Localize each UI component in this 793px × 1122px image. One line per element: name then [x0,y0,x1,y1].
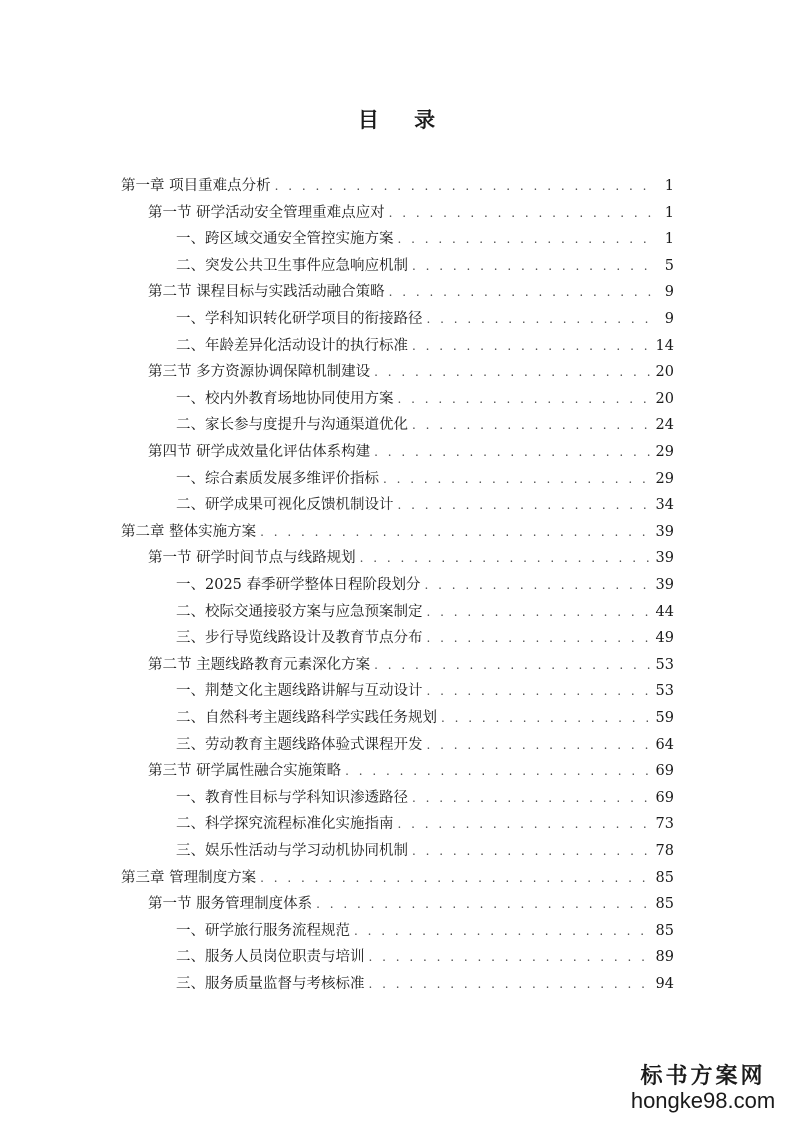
toc-entry-label: 三、服务质量监督与考核标准 [176,976,365,992]
toc-entry-level-3[interactable] [176,336,674,356]
toc-entry-label: 第一节 研学活动安全管理重难点应对 [148,204,385,221]
toc-entry-level-1[interactable] [121,176,674,196]
toc-entry-level-2[interactable] [148,655,674,675]
toc-entry-label: 二、年龄差异化活动设计的执行标准 [176,337,408,354]
toc-entry-level-3[interactable] [176,947,674,967]
toc-leader-dots [260,522,649,542]
toc-entry-page: 69 [655,789,674,806]
toc-entry-page: 64 [655,736,674,753]
toc-entry-label: 一、研学旅行服务流程规范 [176,922,350,939]
toc-entry-level-2[interactable] [148,203,674,223]
toc-leader-dots [398,814,650,834]
toc-entry-level-3[interactable] [176,229,674,249]
toc-entry-level-3[interactable] [176,841,674,861]
toc-entry-label: 二、研学成果可视化反馈机制设计 [176,497,394,514]
toc-entry-level-2[interactable] [148,548,674,568]
toc-entry-level-3[interactable] [176,415,674,435]
toc-entry-level-3[interactable] [176,256,674,276]
toc-leader-dots [427,628,650,648]
toc-entry-label: 第一章 项目重难点分析 [121,178,271,194]
toc-entry-page: 78 [655,843,674,859]
toc-entry-label: 三、步行导览线路设计及教育节点分布 [176,630,423,647]
toc-entry-page: 85 [655,922,674,939]
toc-entry-level-3[interactable] [176,309,674,329]
toc-entry-label: 第二节 课程目标与实践活动融合策略 [148,284,385,301]
toc-entry-level-3[interactable] [176,628,674,648]
toc-entry-label: 一、学科知识转化研学项目的衔接路径 [176,311,423,327]
toc-entry-label: 三、劳动教育主题线路体验式课程开发 [176,736,423,753]
toc-entry-page: 85 [655,896,674,913]
toc-entry-page: 53 [655,683,674,700]
toc-entry-label: 一、校内外教育场地协同使用方案 [176,390,394,407]
toc-entry-label: 二、突发公共卫生事件应急响应机制 [176,257,408,274]
toc-leader-dots [427,735,650,755]
toc-leader-dots [316,894,649,914]
toc-leader-dots [275,176,654,196]
toc-leader-dots [374,362,649,382]
toc-entry-page: 20 [655,364,674,381]
toc-entry-page: 9 [664,284,674,301]
toc-entry-page: 20 [655,390,674,407]
toc-leader-dots [427,309,655,329]
toc-entry-label: 一、教育性目标与学科知识渗透路径 [176,789,408,806]
toc-leader-dots [260,868,649,888]
toc-entry-level-3[interactable] [176,575,674,595]
toc-entry-level-1[interactable] [121,522,674,542]
toc-entry-page: 5 [664,257,674,274]
toc-entry-page: 1 [664,231,674,248]
toc-entry-label: 第一节 服务管理制度体系 [148,896,313,913]
toc-leader-dots [412,336,650,356]
toc-entry-page: 14 [655,337,674,354]
toc-leader-dots [374,655,649,675]
toc-entry-page: 73 [655,816,674,833]
toc-leader-dots [412,415,650,435]
toc-entry-level-2[interactable] [148,362,674,382]
toc-leader-dots [398,495,650,515]
toc-entry-page: 9 [664,311,674,327]
toc-leader-dots [360,548,650,568]
toc-entry-level-3[interactable] [176,921,674,941]
toc-leader-dots [383,469,650,489]
toc-entry-level-3[interactable] [176,681,674,701]
toc-entry-label: 第三节 多方资源协调保障机制建设 [148,364,371,381]
toc-entry-page: 85 [655,869,674,886]
toc-entry-label: 二、家长参与度提升与沟通渠道优化 [176,417,408,434]
toc-entry-level-3[interactable] [176,389,674,409]
toc-leader-dots [412,788,650,808]
watermark-cn: 标书方案网 [640,1063,766,1089]
toc-entry-level-3[interactable] [176,495,674,515]
toc-entry-level-3[interactable] [176,708,674,728]
toc-entry-page: 53 [655,656,674,673]
toc-entry-page: 39 [655,523,674,540]
toc-entry-page: 1 [664,204,674,221]
page-title: 目 录 [357,107,450,132]
site-watermark [623,1059,783,1114]
toc-entry-page: 94 [655,976,674,992]
toc-entry-page: 89 [655,949,674,966]
toc-entry-level-1[interactable] [121,868,674,888]
toc-leader-dots [345,761,649,781]
toc-entry-label: 第三节 研学属性融合实施策略 [148,763,342,780]
toc-entry-level-2[interactable] [148,282,674,302]
toc-entry-label: 二、自然科考主题线路科学实践任务规划 [176,710,437,726]
toc-leader-dots [374,442,649,462]
toc-entry-level-3[interactable] [176,974,674,994]
toc-leader-dots [425,575,650,595]
toc-leader-dots [412,841,650,861]
toc-entry-page: 39 [655,550,674,567]
toc-entry-label: 二、校际交通接驳方案与应急预案制定 [176,603,423,620]
toc-leader-dots [427,602,650,622]
toc-entry-page: 39 [655,577,674,593]
toc-entry-level-2[interactable] [148,761,674,781]
toc-entry-page: 29 [655,470,674,487]
toc-entry-level-3[interactable] [176,735,674,755]
toc-entry-label: 一、综合素质发展多维评价指标 [176,470,379,487]
toc-entry-label: 二、科学探究流程标准化实施指南 [176,816,394,833]
toc-entry-label: 三、娱乐性活动与学习动机协同机制 [176,843,408,859]
toc-entry-page: 59 [655,710,674,726]
toc-leader-dots [369,974,650,994]
toc-entry-page: 49 [655,630,674,647]
toc-entry-label: 一、跨区域交通安全管控实施方案 [176,231,394,248]
toc-entry-label: 第二节 主题线路教育元素深化方案 [148,656,371,673]
toc-entry-label: 第三章 管理制度方案 [121,869,257,886]
toc-entry-level-2[interactable] [148,442,674,462]
toc-entry-label: 第一节 研学时间节点与线路规划 [148,550,356,567]
toc-entry-page: 24 [655,417,674,434]
toc-leader-dots [412,256,654,276]
toc-leader-dots [354,921,650,941]
toc-entry-label: 一、荆楚文化主题线路讲解与互动设计 [176,683,423,700]
toc-entry-page: 29 [655,444,674,460]
toc-entry-level-2[interactable] [148,894,674,914]
toc-entry-label: 第四节 研学成效量化评估体系构建 [148,444,371,460]
toc-entry-page: 69 [655,763,674,780]
toc-entry-page: 34 [655,497,674,514]
toc-entry-page: 1 [664,178,674,194]
toc-entry-level-3[interactable] [176,788,674,808]
toc-entry-page: 44 [655,603,674,620]
toc-entry-label: 二、服务人员岗位职责与培训 [176,949,365,966]
toc-entry-level-3[interactable] [176,602,674,622]
toc-leader-dots [369,947,650,967]
toc-entry-level-3[interactable] [176,814,674,834]
toc-leader-dots [398,229,655,249]
watermark-en: hongke98.com [630,1088,776,1113]
toc-entry-level-3[interactable] [176,469,674,489]
toc-entry-label: 第二章 整体实施方案 [121,523,257,540]
toc-leader-dots [389,282,654,302]
toc-leader-dots [427,681,650,701]
toc-leader-dots [389,203,654,223]
toc-leader-dots [441,708,650,728]
toc-entry-label: 一、2025 春季研学整体日程阶段划分 [176,577,421,593]
toc-leader-dots [398,389,650,409]
